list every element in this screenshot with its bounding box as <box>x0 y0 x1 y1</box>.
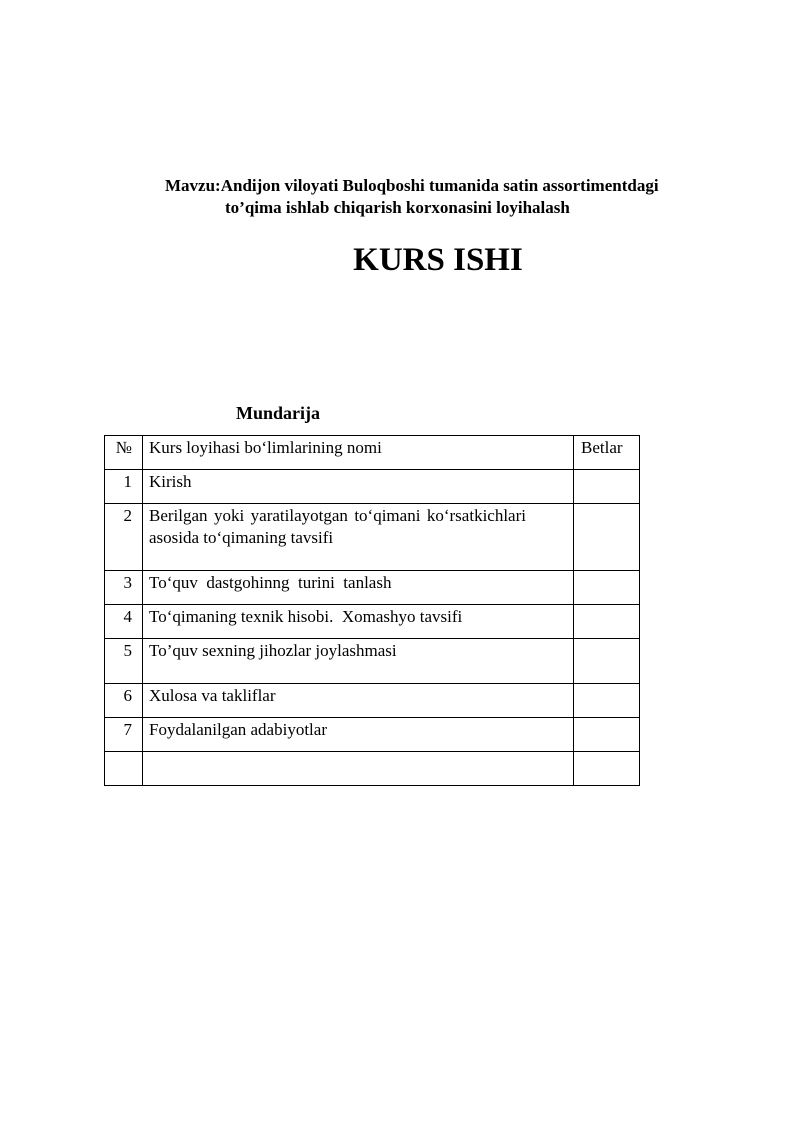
column-header-name: Kurs loyihasi bo‘limlarining nomi <box>143 436 574 470</box>
row-section-name: To‘quv dastgohinng turini tanlash <box>143 571 574 605</box>
row-number: 3 <box>105 571 143 605</box>
column-header-pages: Betlar <box>574 436 640 470</box>
row-section-name: To’quv sexning jihozlar joylashmasi <box>143 639 574 684</box>
row-section-name: Berilgan yoki yaratilayotgan to‘qimani ko‘rsatkichlari asosida to‘qimaning tavsifi <box>143 504 574 571</box>
row-section-name: Kirish <box>143 470 574 504</box>
column-header-number: № <box>105 436 143 470</box>
row-number: 6 <box>105 684 143 718</box>
row-section-name: Xulosa va takliflar <box>143 684 574 718</box>
row-pages <box>574 718 640 752</box>
table-row <box>105 605 640 639</box>
table-row <box>105 470 640 504</box>
row-number <box>105 752 143 786</box>
row-section-name: Foydalanilgan adabiyotlar <box>143 718 574 752</box>
row-number: 5 <box>105 639 143 684</box>
row-pages <box>574 504 640 571</box>
row-pages <box>574 571 640 605</box>
row-number: 1 <box>105 470 143 504</box>
row-number: 2 <box>105 504 143 571</box>
topic-heading <box>165 175 725 219</box>
row-pages <box>574 605 640 639</box>
topic-line-1: Mavzu:Andijon viloyati Buloqboshi tumanida satin assortimentdagi <box>165 176 659 195</box>
document-title: KURS ISHI <box>353 242 523 278</box>
toc-table <box>104 435 640 786</box>
row-pages <box>574 470 640 504</box>
toc-header-row <box>105 436 640 470</box>
row-section-name <box>143 752 574 786</box>
row-pages <box>574 684 640 718</box>
row-number: 4 <box>105 605 143 639</box>
table-row <box>105 752 640 786</box>
row-section-name: To‘qimaning texnik hisobi. Xomashyo tavsifi <box>143 605 574 639</box>
row-number: 7 <box>105 718 143 752</box>
row-pages <box>574 639 640 684</box>
toc-heading: Mundarija <box>236 403 321 423</box>
table-row <box>105 639 640 684</box>
table-row <box>105 571 640 605</box>
table-row <box>105 504 640 571</box>
table-row <box>105 684 640 718</box>
table-row <box>105 718 640 752</box>
topic-line-2: to’qima ishlab chiqarish korxonasini loyihalash <box>225 198 570 217</box>
row-pages <box>574 752 640 786</box>
